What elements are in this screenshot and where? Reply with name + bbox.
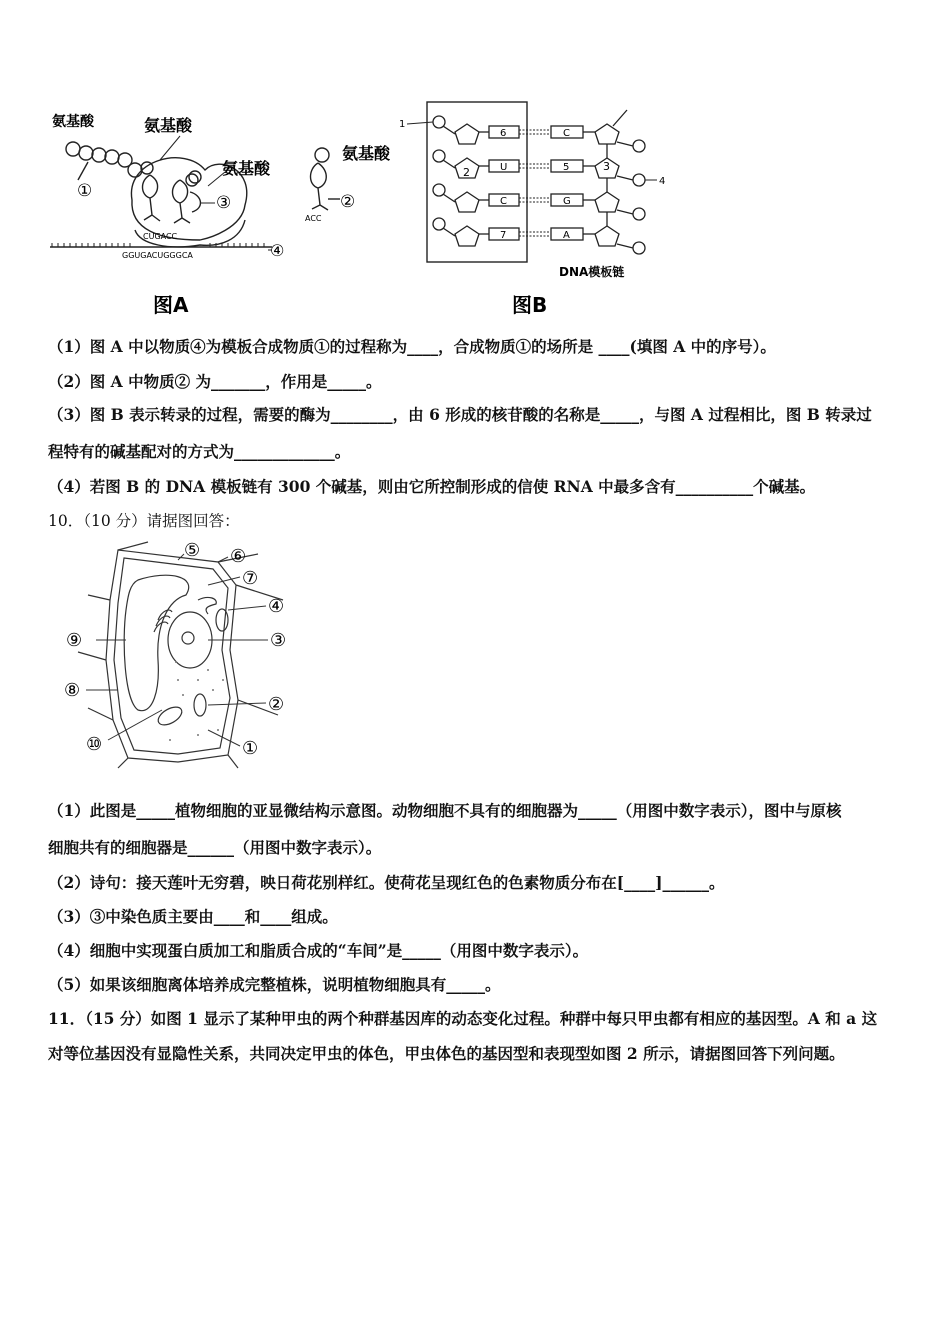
q10-part4: （4）细胞中实现蛋白质加工和脂质合成的“车间”是_____（用图中数字表示）。 xyxy=(48,941,589,960)
q10-part2: （2）诗句：接天莲叶无穷碧，映日荷花别样红。使荷花呈现红色的色素物质分布在[____]______。 xyxy=(48,873,725,892)
q10-part1a: （1）此图是_____植物细胞的亚显微结构示意图。动物细胞不具有的细胞器为_____（用图中数字表示），图中与原核 xyxy=(48,801,842,820)
cell-label-10: ⑩ xyxy=(86,734,103,755)
base-label: U xyxy=(500,162,508,173)
nucleolus xyxy=(182,632,194,644)
dna-template-label: DNA模板链 xyxy=(559,265,625,279)
nucleus xyxy=(168,612,212,668)
base-label: 7 xyxy=(500,230,507,241)
cell-label-7: ⑦ xyxy=(242,568,259,589)
amino-acid-label: 氨基酸 xyxy=(52,114,94,130)
amino-bead xyxy=(66,142,80,156)
label-3: ③ xyxy=(216,193,232,213)
cell-label-9: ⑨ xyxy=(66,630,83,651)
q9-part3b: 程特有的碱基配对的方式为_____________。 xyxy=(48,442,351,461)
label-1: ① xyxy=(77,181,93,201)
amino-bead xyxy=(315,148,329,162)
q10-part3: （3）③中染色质主要由____和____组成。 xyxy=(48,907,338,926)
chloroplast xyxy=(216,609,228,631)
cell-label-2: ② xyxy=(268,694,285,715)
anticodon-label: CUGACC xyxy=(143,232,178,241)
plant-cell-figure xyxy=(58,540,298,770)
amino-bead xyxy=(128,163,142,177)
acc-label: ACC xyxy=(305,214,322,223)
amino-acid-label: 氨基酸 xyxy=(222,159,271,178)
q10-title: 10．（10 分）请据图回答： xyxy=(48,512,240,530)
base-label: 6 xyxy=(500,128,507,139)
cell-label-3: ③ xyxy=(270,630,287,651)
chloroplast xyxy=(155,703,185,728)
trna-shape xyxy=(190,192,200,212)
label-num-1: 1 xyxy=(399,119,406,130)
base-label: C xyxy=(563,128,570,139)
figure-a-caption: 图A xyxy=(153,293,189,317)
trna-shape xyxy=(143,175,161,221)
q10-part5: （5）如果该细胞离体培养成完整植株，说明植物细胞具有_____。 xyxy=(48,975,501,994)
mrna-sequence: GGUGACUGGGCA xyxy=(122,251,193,260)
mitochondrion xyxy=(194,694,206,716)
amino-bead xyxy=(79,146,93,160)
cell-label-1: ① xyxy=(242,738,259,759)
pentose-label-2: 2 xyxy=(463,166,470,179)
label-num-4: 4 xyxy=(659,176,666,187)
pentose-label-3: 3 xyxy=(603,160,610,173)
amino-acid-label: 氨基酸 xyxy=(342,144,391,163)
base-label: A xyxy=(563,230,570,241)
label-2: ② xyxy=(340,192,356,212)
q11-line1: 11．（15 分）如图 1 显示了某种甲虫的两个种群基因库的动态变化过程。种群中每只甲虫都有相应的基因型。A 和 a 这 xyxy=(48,1009,878,1028)
q9-part3a: （3）图 B 表示转录的过程，需要的酶为________，由 6 形成的核苷酸的名称是_____，与图 A 过程相比，图 B 转录过 xyxy=(48,405,872,424)
q10-part1b: 细胞共有的细胞器是______（用图中数字表示）。 xyxy=(48,838,382,857)
amino-acid-label: 氨基酸 xyxy=(144,116,193,135)
cell-label-8: ⑧ xyxy=(64,680,81,701)
label-4: ④ xyxy=(270,241,285,260)
cell-label-4: ④ xyxy=(268,596,285,617)
base-label: G xyxy=(563,196,571,207)
base-label: C xyxy=(500,196,507,207)
endoplasmic-reticulum xyxy=(198,597,216,614)
vacuole xyxy=(124,575,189,710)
cell-label-6: ⑥ xyxy=(230,546,247,567)
figure-a xyxy=(40,100,300,320)
figure-b xyxy=(395,98,685,320)
amino-bead xyxy=(92,148,106,162)
trna-shape xyxy=(311,163,329,210)
trna-shape xyxy=(173,180,191,223)
base-label: 5 xyxy=(563,162,570,173)
q9-part1: （1）图 A 中以物质④为模板合成物质①的过程称为____，合成物质①的场所是 ____(填图 A 中的序号）。 xyxy=(48,337,776,356)
q9-part2: （2）图 A 中物质② 为_______，作用是_____。 xyxy=(48,372,382,391)
trna-figure xyxy=(290,135,405,225)
amino-bead xyxy=(105,150,119,164)
cell-label-5: ⑤ xyxy=(184,540,201,561)
q9-part4: （4）若图 B 的 DNA 模板链有 300 个碱基，则由它所控制形成的信使 RNA 中最多含有__________个碱基。 xyxy=(48,477,816,496)
q11-line2: 对等位基因没有显隐性关系，共同决定甲虫的体色，甲虫体色的基因型和表现型如图 2 所示，请据图回答下列问题。 xyxy=(48,1044,845,1063)
figure-b-caption: 图B xyxy=(512,293,548,317)
